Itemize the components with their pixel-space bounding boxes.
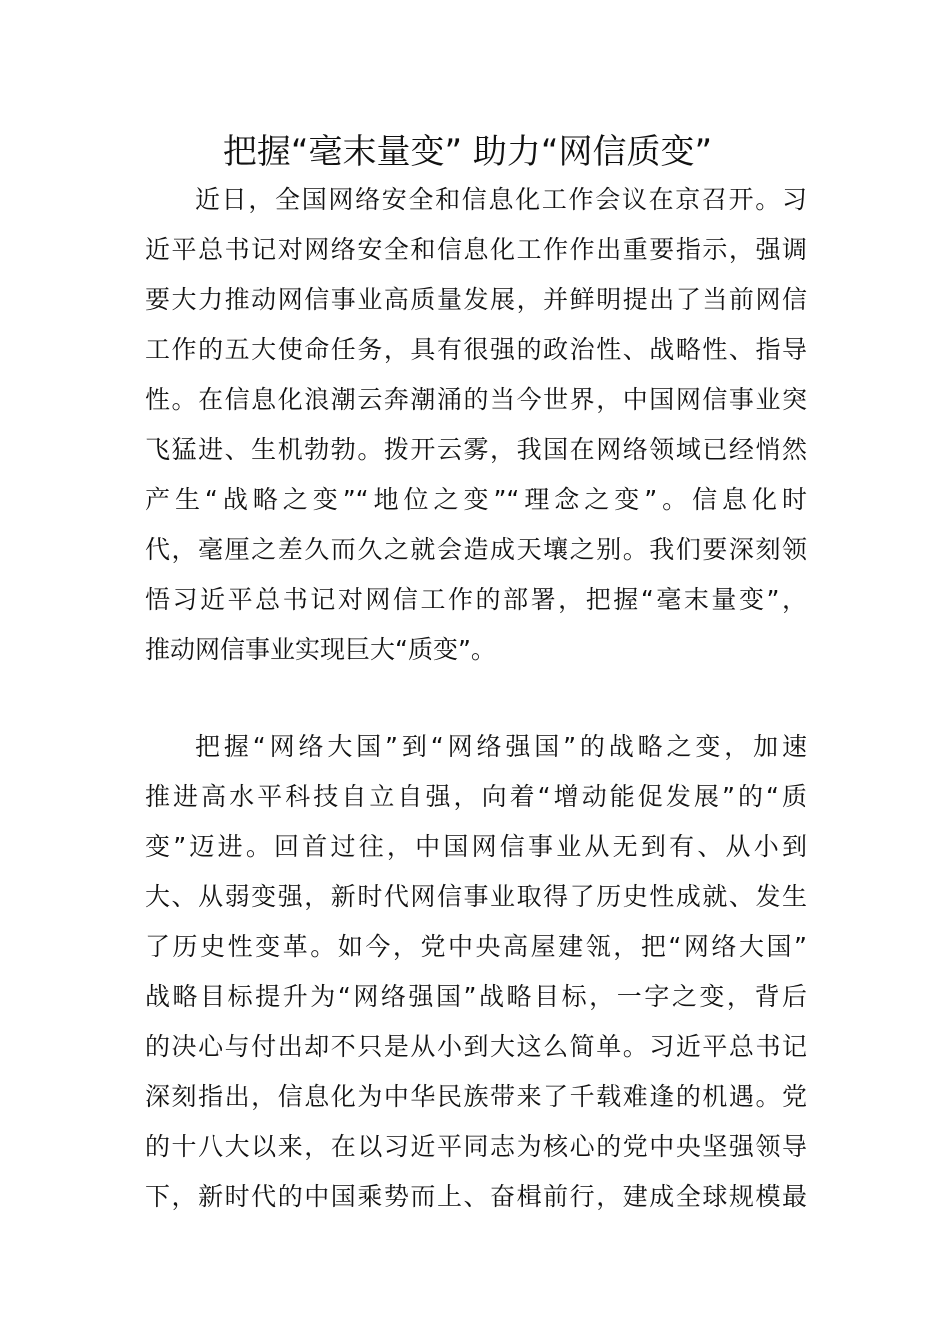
paragraph-line: 下，新时代的中国乘势而上、奋楫前行，建成全球规模最 (145, 1182, 807, 1211)
paragraph-line: 工作的五大使命任务，具有很强的政治性、战略性、指导 (145, 335, 807, 364)
paragraph-line: 的决心与付出却不只是从小到大这么简单。习近平总书记 (145, 1032, 807, 1061)
paragraph-line: 战略目标提升为“网络强国”战略目标，一字之变，背后 (145, 982, 807, 1011)
paragraph-1 (145, 175, 807, 675)
paragraph-line: 近日，全国网络安全和信息化工作会议在京召开。习 (195, 185, 807, 214)
paragraph-line: 悟习近平总书记对网信工作的部署，把握“毫末量变”， (145, 585, 807, 614)
paragraph-line: 近平总书记对网络安全和信息化工作作出重要指示，强调 (145, 235, 807, 264)
paragraph-line: 飞猛进、生机勃勃。拨开云雾，我国在网络领域已经悄然 (145, 435, 807, 464)
paragraph-line: 性。在信息化浪潮云奔潮涌的当今世界，中国网信事业突 (145, 385, 807, 414)
paragraph-line: 了历史性变革。如今，党中央高屋建瓴，把“网络大国” (145, 932, 807, 961)
paragraph-line: 变”迈进。回首过往，中国网信事业从无到有、从小到 (145, 832, 807, 861)
paragraph-line: 把握“网络大国”到“网络强国”的战略之变，加速 (195, 732, 807, 761)
paragraph-2 (145, 722, 807, 1222)
paragraph-line: 产生“战略之变”“地位之变”“理念之变”。信息化时 (145, 485, 807, 514)
paragraph-line: 深刻指出，信息化为中华民族带来了千载难逢的机遇。党 (145, 1082, 807, 1111)
paragraph-line: 大、从弱变强，新时代网信事业取得了历史性成就、发生 (145, 882, 807, 911)
document-title: 把握“毫末量变” 助力“网信质变” (222, 132, 713, 172)
paragraph-line: 推进高水平科技自立自强，向着“增动能促发展”的“质 (145, 782, 807, 811)
paragraph-line: 的十八大以来，在以习近平同志为核心的党中央坚强领导 (145, 1132, 807, 1161)
paragraph-line: 要大力推动网信事业高质量发展，并鲜明提出了当前网信 (145, 285, 807, 314)
paragraph-line: 推动网信事业实现巨大“质变”。 (145, 635, 496, 664)
paragraph-line: 代，毫厘之差久而久之就会造成天壤之别。我们要深刻领 (145, 535, 807, 564)
